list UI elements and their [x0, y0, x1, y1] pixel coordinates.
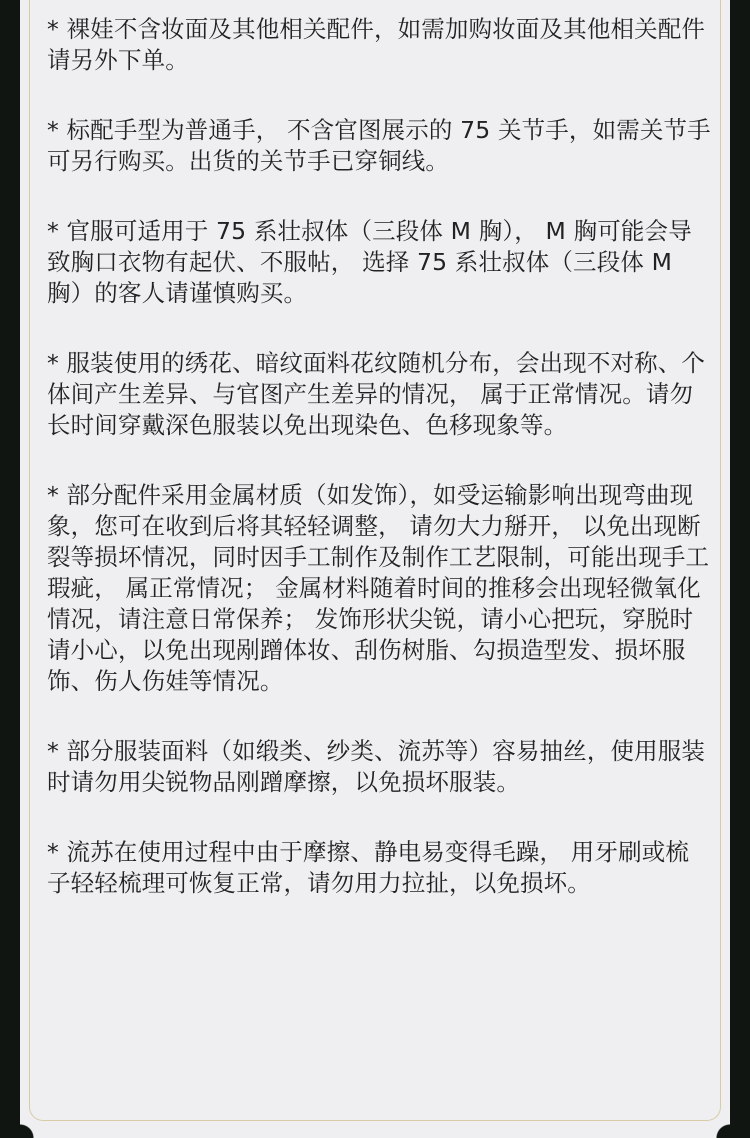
notes-list: [47, 14, 712, 938]
note-tassel-care: * 流苏在使用过程中由于摩擦、静电易变得毛躁， 用牙刷或梳子轻轻梳理可恢复正常，请勿用力拉扯，以免损坏。: [47, 838, 690, 897]
note-metal-accessories: * 部分配件采用金属材质（如发饰），如受运输影响出现弯曲现象，您可在收到后将其轻轻调整， 请勿大力掰开， 以免出现断裂等损坏情况，同时因手工制作及制作工艺限制，可能出现手工瑕疵， 属正常情况； 金属材料随着时间的推移会出现轻微氧化情况，请注意日常保养； 发饰形状尖锐，请小心把玩，穿脱时请小心，以免出现剐蹭体妆、刮伤树脂、勾损造型发、损坏服饰、伤人伤娃等情况。: [47, 481, 710, 695]
note-fabric-snagging: * 部分服装面料（如缎类、纱类、流苏等）容易抽丝，使用服装时请勿用尖锐物品刚蹭摩擦，以免损坏服装。: [47, 737, 706, 796]
note-embroidery-pattern: * 服装使用的绣花、暗纹面料花纹随机分布，会出现不对称、个体间产生差异、与官图产生差异的情况， 属于正常情况。请勿长时间穿戴深色服装以免出现染色、色移现象等。: [47, 349, 706, 439]
note-outfit-fit: * 官服可适用于 75 系壮叔体（三段体 M 胸）， M 胸可能会导致胸口衣物有起伏、不服帖， 选择 75 系壮叔体（三段体 M 胸）的客人请谨慎购买。: [47, 217, 692, 307]
note-hand-type: * 标配手型为普通手， 不含官图展示的 75 关节手，如需关节手可另行购买。出货的关节手已穿铜线。: [47, 116, 711, 175]
right-border-strip: [730, 0, 750, 1138]
notice-panel: [20, 0, 730, 1138]
bottom-left-corner: [20, 1124, 34, 1138]
left-border-strip: [0, 0, 20, 1138]
bottom-right-corner: [716, 1124, 730, 1138]
note-no-makeup: * 裸娃不含妆面及其他相关配件，如需加购妆面及其他相关配件请另外下单。: [47, 15, 706, 74]
